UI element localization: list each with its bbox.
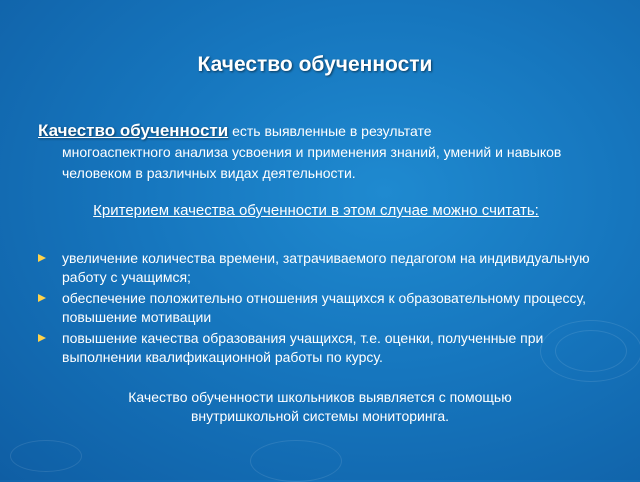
definition-block (38, 120, 598, 184)
water-ripple-decoration (250, 440, 342, 482)
arrow-bullet-icon (38, 254, 46, 262)
list-item-text: увеличение количества времени, затрачиваемого педагогом на индивидуальную работу с учащимся; (62, 250, 590, 285)
list-item (38, 289, 598, 327)
definition-text-continued: многоаспектного анализа усвоения и применения знаний, умений и навыков человеком в различных видах деятельности. (62, 144, 562, 181)
list-item-text: повышение качества образования учащихся, т.е. оценки, полученные при выполнении квалификационной работы по курсу. (62, 330, 544, 365)
arrow-bullet-icon (38, 294, 46, 302)
list-item (38, 249, 598, 287)
closing-statement: Качество обученности школьников выявляется с помощью внутришкольной системы мониторинга. (128, 389, 512, 424)
arrow-bullet-icon (38, 334, 46, 342)
slide-title: Качество обученности (197, 53, 433, 76)
list-item-text: обеспечение положительно отношения учащихся к образовательному процессу, повышение мотивации (62, 290, 587, 325)
criteria-list (38, 249, 598, 369)
criteria-heading: Критерием качества обученности в этом случае можно считать: (93, 202, 539, 219)
definition-text-first-line: есть выявленные в результате (228, 123, 432, 139)
water-ripple-decoration (10, 440, 82, 472)
definition-term: Качество обученности (38, 121, 229, 140)
list-item (38, 329, 598, 367)
